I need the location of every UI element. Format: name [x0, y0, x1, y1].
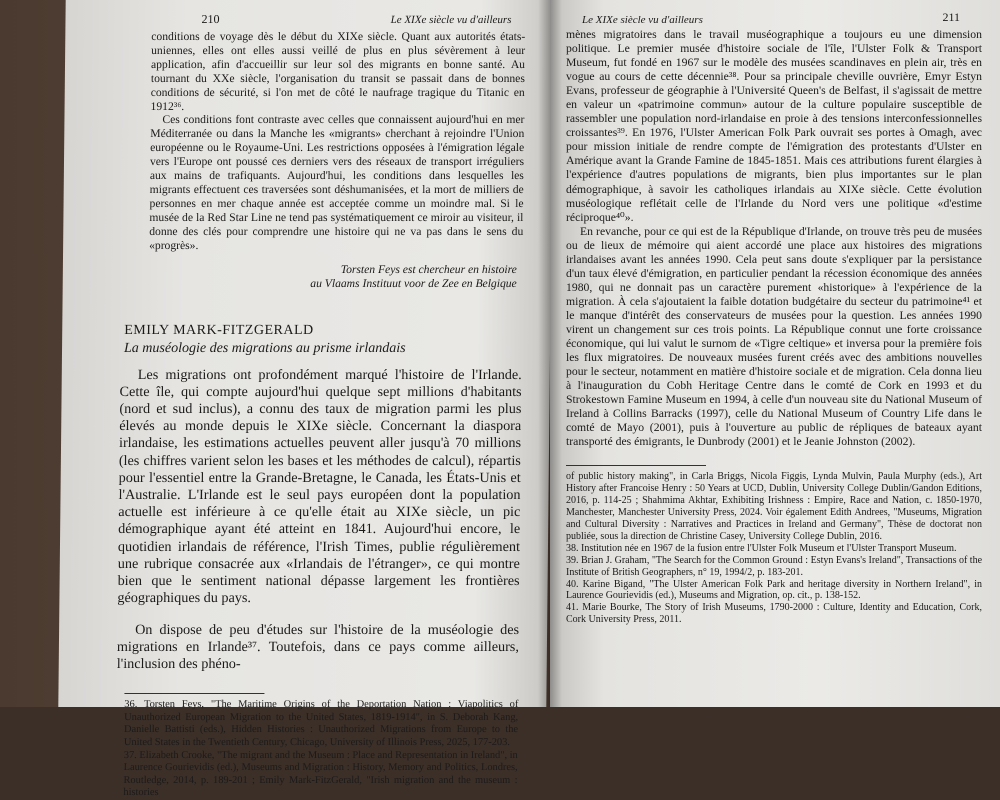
signature-line: Torsten Feys est chercheur en histoire [340, 262, 517, 276]
footnote: 39. Brian J. Graham, "The Search for the Common Ground : Estyn Evans's Ireland", Transactions of the Institute of British Geographers, n° 19, 1994/2, p. 183-201. [566, 554, 983, 578]
right-footnotes [566, 471, 982, 626]
paragraph: Ces conditions font contraste avec celles que connaissent aujourd'hui en mer Méditerranée ou dans la Manche les «migrants» cherchant à rejoindre l'Union européenne ou le Royaume-Uni. Les restrictions opposées à l'émigration légale vers l'Europe ont poussé ces derniers vers des réseaux de transport irréguliers aux mains de trafiquants. Aujourd'hui, les conditions dans lesquelles les migrants effectuent ces traversées sont déshumanisées, et la mort de milliers de personnes en mer chaque année est acceptée comme un moindre mal. Si le musée de la Red Star Line ne tend pas systématiquement ce miroir au visiteur, il donne des clés pour comprendre une histoire qui ne va pas dans le sens du «progrès». [149, 113, 525, 252]
paragraph: On dispose de peu d'études sur l'histoire de la muséologie des migrations en Irlande³⁷. Toutefois, dans ce pays comme ailleurs, l'inclusion des phéno- [116, 621, 520, 672]
author-signature [119, 263, 517, 291]
right-header [566, 6, 982, 28]
right-running-title: Le XIXe siècle vu d'ailleurs [582, 14, 703, 26]
paragraph: mènes migratoires dans le travail muséographique a toujours eu une dimension politique. Le premier musée d'histoire sociale de l'île, l'Ulster Folk & Transport Museum, fut fondé en 1967 sur le modèle des musées scandinaves en plein air, très en vogue au cours de cette décennie³⁸. Pour sa principale cheville ouvrière, Emyr Estyn Evans, professeur de géographie à l'Université Queen's de Belfast, il s'agissait de mettre en valeur un «patrimoine commun» autour de la culture populaire susceptible de rassembler une population nord-irlandaise en proie à des tensions interconfessionnelles croissantes³⁹. En 1976, l'Ulster American Folk Park ouvrait ses portes à Omagh, avec pour mission initiale de rendre compte de l'émigration des protestants d'Ulster en Amérique avant la Grande Famine de 1845-1851. Mais ces attributions furent élargies à l'expérience d'autres populations de migrants, bien plus importantes sur le plan démographique, à savoir les catholiques irlandais au XIXe siècle. Cette évolution muséologique reflétait celle de l'Irlande du Nord vers une politique «d'estime réciproque⁴⁰». [566, 28, 982, 224]
left-header [121, 8, 525, 30]
left-page-number: 210 [201, 12, 220, 26]
main-text [117, 367, 522, 674]
footnote: 37. Elizabeth Crooke, "The migrant and the Museum : Place and Representation in Ireland", in Laurence Gourievidis (ed.), Museums and Migration : History, Memory and Politics, Londres, Routledge, 2014, p. 189-201 ; Emily Mark-FitzGerald, "Irish migration and the museum : histories [123, 749, 518, 799]
right-page-number: 211 [942, 10, 960, 24]
footnote: 41. Marie Bourke, The Story of Irish Museums, 1790-2000 : Culture, Identity and Education, Cork, Cork University Press, 2011. [566, 602, 982, 626]
left-page [58, 0, 553, 799]
right-page [550, 0, 1000, 707]
footnote: 38. Institution née en 1967 de la fusion entre l'Ulster Folk Museum et l'Ulster Transport Museum. [566, 542, 957, 554]
left-intro-text [119, 30, 525, 253]
footnote: 36. Torsten Feys, "The Maritime Origins of the Deportation Nation : Viapolitics of Unauthorized European Migration to the United States, 1819-1914", in S. Deborah Kang, Danielle Battisti (eds.), Hidden Histories : Unauthorized Migrations from Europe to the United States in the Twentieth Century, Chicago, University of Illinois Press, 2025, 177-203. [123, 699, 519, 748]
footnote-divider [566, 465, 706, 466]
right-body-text [566, 28, 982, 449]
footnote: of public history making", in Carla Briggs, Nicola Figgis, Lynda Mulvin, Paula Murphy (eds.), Art History after Francoise Henry : 50 Years at UCD, Dublin, University College Dublin/Gandon Editions, 2016, p. 114-25 ; Shahmima Akhtar, Exhibiting Irishness : Empire, Race and Nation, c. 1850-1970, Manchester, Manchester University Press, 2024. Voir également Edith Andrees, "Museums, Migration and Cultural Diversity : Narratives and Practices in Ireland and Germany", Thèse de doctorat non publiée, sous la direction de Christine Casey, University College Dublin, 2016. [566, 471, 982, 542]
left-running-title: Le XIXe siècle vu d'ailleurs [390, 14, 512, 26]
paragraph: En revanche, pour ce qui est de la République d'Irlande, on trouve très peu de musées ou de lieux de mémoire qui aient accordé une place aux histoires des migrations irlandaises avant les années 1990. Cela peut sans doute s'expliquer par la persistance d'un taux élevé d'émigration, en particulier pendant la récession économique des années 1980, qui ne donnait pas un caractère purement «historique» à l'expérience de la migration. À cela s'ajoutaient la faible dotation budgétaire du secteur du patrimoine⁴¹ et le manque d'intérêt des conservateurs de musées pour la question. Les années 1990 virent un changement sur ces trois points. La République connut une forte croissance économique, qui lui valut le surnom de «Tigre celtique» et inversa pour la première fois les flux migratoires. De nouveaux musées furent créés avec des ambitions nouvelles pour le secteur, notamment en matière d'histoire sociale et de migration. Cela donna lieu à l'inauguration du Cobh Heritage Centre dans le comté de Cork en 1993 et du Strokestown Famine Museum en 1994, à celle d'un nouveau site du National Museum of Ireland à Collins Barracks (1997), celle du National Museum of Country Life dans le comté de Mayo (2001), puis à l'ouverture au public de répliques de bateaux ayant transporté des émigrants, le Dunbrody (2001) et le Jeanie Johnston (2002). [566, 224, 982, 449]
section-title: La muséologie des migrations au prisme irlandais [123, 340, 406, 356]
footnote-divider [124, 693, 264, 694]
paragraph: Les migrations ont profondément marqué l'histoire de l'Irlande. Cette île, qui compte aujourd'hui quelque sept millions d'habitants (nord et sud inclus), a connu des taux de migration parmi les plus élevés au monde depuis le XIXe siècle. Concernant la diaspora irlandaise, les estimations actuelles peuvent aller jusqu'à 70 millions (les chiffres varient selon les bases et les méthodes de calcul), répartis pour l'essentiel entre la Grande-Bretagne, le Canada, les États-Unis et l'Australie. L'Irlande est le seul pays européen dont la population actuelle est inférieure à ce qu'elle était au XIXe siècle, un pic démographique ayant été atteint en 1841. Aujourd'hui encore, le quotidien irlandais de référence, l'Irish Times, publie régulièrement une rubrique consacrée aux «Irlandais de l'étranger», ce qui montre bien que le sentiment national dépasse largement les frontières géographiques du pays. [117, 366, 522, 607]
footnote: 40. Karine Bigand, "The Ulster American Folk Park and heritage diversity in Northern Ireland", in Laurence Gourievidis (ed.), Museums and Migration, op. cit., p. 138-152. [566, 578, 982, 602]
section-author: EMILY MARK-FITZGERALD [124, 322, 314, 338]
paragraph: conditions de voyage dès le début du XIXe siècle. Quant aux autorités états-uniennes, elles ont elles aussi veillé de plus en plus sévèrement à leur application, afin d'accueillir sur leur sol des migrants en bonne santé. Au tournant du XXe siècle, l'organisation du transit se passait dans de bonnes conditions de sécurité, si l'on met de côté le naufrage tragique du Titanic en 1912³⁶. [150, 30, 526, 113]
signature-line: au Vlaams Instituut voor de Zee en Belgique [310, 276, 517, 290]
left-footnotes [123, 699, 518, 800]
